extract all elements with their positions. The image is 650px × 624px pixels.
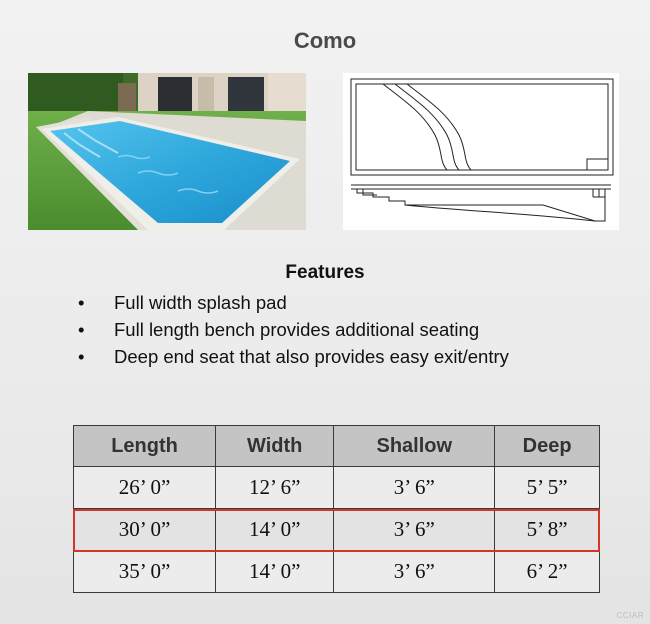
cell-deep: 6’ 2” <box>495 551 600 593</box>
features-list <box>78 289 509 370</box>
cell-shallow: 3’ 6” <box>334 551 495 593</box>
column-header-length: Length <box>74 426 216 467</box>
table-row <box>74 467 600 509</box>
column-header-width: Width <box>216 426 334 467</box>
cell-shallow: 3’ 6” <box>334 467 495 509</box>
pool-schematic-drawing <box>343 73 619 230</box>
cell-deep: 5’ 5” <box>495 467 600 509</box>
pool-photo <box>28 73 306 230</box>
cell-length: 26’ 0” <box>74 467 216 509</box>
column-header-shallow: Shallow <box>334 426 495 467</box>
bullet-icon: • <box>78 319 85 340</box>
pool-plan-and-profile-illustration <box>343 73 619 230</box>
pool-photo-illustration <box>28 73 306 230</box>
table-row <box>74 551 600 593</box>
cell-width: 12’ 6” <box>216 467 334 509</box>
cell-width: 14’ 0” <box>216 551 334 593</box>
pool-specs-table <box>73 425 600 593</box>
bullet-icon: • <box>78 292 85 313</box>
watermark: CCIAR <box>616 611 644 620</box>
feature-text: Full width splash pad <box>114 292 287 313</box>
feature-item <box>78 316 509 343</box>
cell-width: 14’ 0” <box>216 509 334 551</box>
bullet-icon: • <box>78 346 85 367</box>
cell-deep: 5’ 8” <box>495 509 600 551</box>
cell-shallow: 3’ 6” <box>334 509 495 551</box>
column-header-deep: Deep <box>495 426 600 467</box>
page-title: Como <box>293 28 357 53</box>
cell-length: 35’ 0” <box>74 551 216 593</box>
cell-length: 30’ 0” <box>74 509 216 551</box>
table-row-highlighted <box>74 509 600 551</box>
feature-item <box>78 343 509 370</box>
feature-item <box>78 289 509 316</box>
table-header-row <box>74 426 600 467</box>
features-heading: Features <box>285 262 365 283</box>
feature-text: Full length bench provides additional seating <box>114 319 480 340</box>
feature-text: Deep end seat that also provides easy exit/entry <box>114 346 509 367</box>
